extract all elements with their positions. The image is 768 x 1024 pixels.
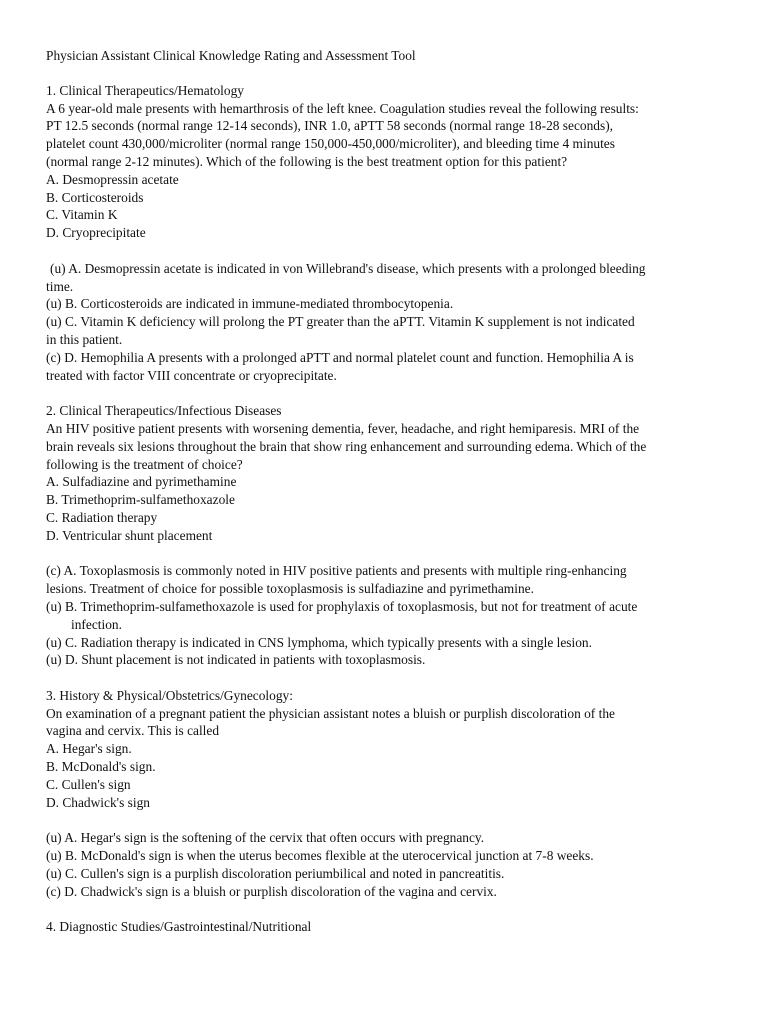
question-heading: 1. Clinical Therapeutics/Hematology: [46, 82, 244, 98]
question-stem-line: A 6 year-old male presents with hemarthrosis of the left knee. Coagulation studies reveal the following results:: [46, 100, 639, 116]
question-stem-line: PT 12.5 seconds (normal range 12-14 seconds), INR 1.0, aPTT 58 seconds (normal range 18-28 seconds),: [46, 118, 614, 134]
question-stem-line: vagina and cervix. This is called: [46, 723, 220, 739]
answer-option: D. Cryoprecipitate: [46, 225, 146, 241]
question-stem-line: platelet count 430,000/microliter (normal range 150,000-450,000/microliter), and bleeding time 4 minutes: [46, 136, 615, 152]
explanation-line: (u) D. Shunt placement is not indicated in patients with toxoplasmosis.: [46, 652, 426, 668]
spacer: [46, 669, 726, 687]
spacer: [46, 242, 726, 260]
explanation-line: (u) A. Desmopressin acetate is indicated in von Willebrand's disease, which presents with a prolonged bleeding: [50, 260, 646, 276]
explanation-line: (u) C. Radiation therapy is indicated in CNS lymphoma, which typically presents with a single lesion.: [46, 634, 592, 650]
answer-option: B. Corticosteroids: [46, 189, 144, 205]
question-stem-line: An HIV positive patient presents with worsening dementia, fever, headache, and right hemiparesis. MRI of the: [46, 420, 640, 436]
question-4: [46, 918, 726, 936]
question-stem-line: (normal range 2-12 minutes). Which of the following is the best treatment option for this patient?: [46, 153, 568, 169]
question-1: [46, 82, 726, 385]
answer-option: A. Hegar's sign.: [46, 741, 132, 757]
question-heading: 4. Diagnostic Studies/Gastrointestinal/Nutritional: [46, 919, 312, 935]
answer-option: A. Desmopressin acetate: [46, 171, 179, 187]
answer-option: C. Radiation therapy: [46, 509, 158, 525]
explanation-line: in this patient.: [46, 331, 123, 347]
explanation-line: (c) D. Chadwick's sign is a bluish or purplish discoloration of the vagina and cervix.: [46, 883, 497, 899]
answer-option: B. McDonald's sign.: [46, 759, 156, 775]
explanation-line: (c) A. Toxoplasmosis is commonly noted in HIV positive patients and presents with multiple ring-enhancing: [46, 563, 627, 579]
explanation-line: (c) D. Hemophilia A presents with a prolonged aPTT and normal platelet count and function. Hemophilia A is: [46, 349, 634, 365]
answer-option: C. Cullen's sign: [46, 776, 131, 792]
document-page: [46, 47, 726, 936]
question-heading: 3. History & Physical/Obstetrics/Gynecology:: [46, 687, 293, 703]
spacer: [46, 545, 726, 563]
question-stem-line: brain reveals six lesions throughout the brain that show ring enhancement and surrounding edema. Which of the: [46, 438, 647, 454]
answer-option: C. Vitamin K: [46, 207, 118, 223]
spacer: [46, 811, 726, 829]
answer-option: D. Chadwick's sign: [46, 794, 150, 810]
question-stem-line: On examination of a pregnant patient the physician assistant notes a bluish or purplish discoloration of the: [46, 705, 615, 721]
explanation-line: infection.: [71, 616, 122, 632]
explanation-line: (u) B. Trimethoprim-sulfamethoxazole is used for prophylaxis of toxoplasmosis, but not for treatment of acute: [46, 598, 638, 614]
question-3: [46, 687, 726, 901]
answer-option: B. Trimethoprim-sulfamethoxazole: [46, 492, 235, 508]
explanation-line: (u) C. Vitamin K deficiency will prolong the PT greater than the aPTT. Vitamin K supplement is not indicated: [46, 314, 635, 330]
explanation-line: (u) C. Cullen's sign is a purplish discoloration periumbilical and noted in pancreatitis.: [46, 865, 505, 881]
answer-option: D. Ventricular shunt placement: [46, 527, 213, 543]
answer-option: A. Sulfadiazine and pyrimethamine: [46, 474, 237, 490]
explanation-line: (u) B. McDonald's sign is when the uterus becomes flexible at the uterocervical junction at 7-8 weeks.: [46, 848, 594, 864]
explanation-line: (u) A. Hegar's sign is the softening of the cervix that often occurs with pregnancy.: [46, 830, 485, 846]
document-title: Physician Assistant Clinical Knowledge Rating and Assessment Tool: [46, 48, 416, 63]
spacer: [46, 900, 726, 918]
question-heading: 2. Clinical Therapeutics/Infectious Diseases: [46, 403, 282, 419]
explanation-line: treated with factor VIII concentrate or cryoprecipitate.: [46, 367, 337, 383]
question-2: [46, 402, 726, 669]
question-stem-line: following is the treatment of choice?: [46, 456, 243, 472]
explanation-line: (u) B. Corticosteroids are indicated in immune-mediated thrombocytopenia.: [46, 296, 454, 312]
explanation-line: time.: [46, 278, 74, 294]
spacer: [46, 384, 726, 402]
explanation-line: lesions. Treatment of choice for possible toxoplasmosis is sulfadiazine and pyrimethamine.: [46, 581, 534, 597]
